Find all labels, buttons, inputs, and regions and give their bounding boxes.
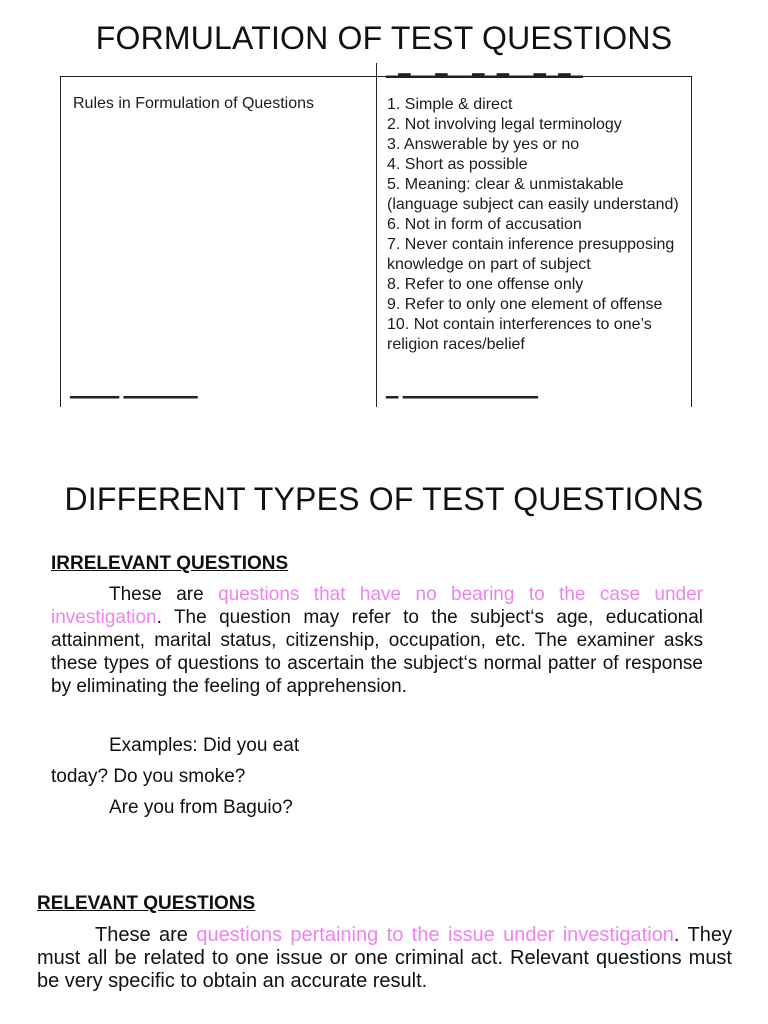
section-heading-irrelevant: IRRELEVANT QUESTIONS	[51, 553, 289, 574]
table-column-divider	[376, 63, 377, 407]
rule-item: 7. Never contain inference presupposing knowledge on part of subject	[387, 236, 675, 273]
highlighted-definition: questions that have no bearing to the case under investigation	[51, 584, 704, 628]
clipped-text-bottom-right: ▔ ▔▔▔▔▔▔▔▔▔▔▔	[386, 398, 539, 415]
paragraph-irrelevant	[51, 583, 703, 698]
clipped-text-top: ▁▂▁▁▂▁▁▂▁▂▁▁▂▁▂▁	[386, 61, 583, 78]
paragraph-body: . The question may refer to the subject‘s age, educational attainment, marital status, citizenship, occupation, etc. The examiner asks these types of questions to ascertain the subject‘s normal patter of response by eliminating the feeling of apprehension.	[51, 607, 703, 697]
rules-table-image	[60, 61, 692, 415]
rule-item: 5. Meaning: clear & unmistakable (language subject can easily understand)	[387, 176, 679, 213]
example-line: Examples: Did you eat	[109, 735, 300, 756]
paragraph-relevant	[37, 924, 732, 993]
rule-item: 8. Refer to one offense only	[387, 276, 584, 293]
rules-list	[387, 95, 687, 355]
table-left-header: Rules in Formulation of Questions	[73, 95, 314, 112]
rule-item: 1. Simple & direct	[387, 96, 513, 113]
rule-item: 4. Short as possible	[387, 156, 528, 173]
page-title-types: DIFFERENT TYPES OF TEST QUESTIONS	[64, 481, 704, 517]
paragraph-lead: These are	[109, 584, 219, 605]
page-title-formulation: FORMULATION OF TEST QUESTIONS	[95, 20, 673, 56]
rule-item: 9. Refer to only one element of offense	[387, 296, 663, 313]
clipped-text-bottom-left: ▔▔▔▔ ▔▔▔▔▔▔	[70, 398, 198, 415]
highlighted-definition: questions pertaining to the issue under investigation	[196, 924, 674, 946]
rule-item: 6. Not in form of accusation	[387, 216, 582, 233]
rule-item: 10. Not contain interferences to one’s religion races/belief	[387, 316, 652, 353]
paragraph-lead: These are	[95, 924, 197, 946]
rules-table	[60, 76, 692, 407]
example-line: Are you from Baguio?	[109, 797, 293, 818]
example-line: today? Do you smoke?	[51, 766, 246, 787]
rule-item: 2. Not involving legal terminology	[387, 116, 622, 133]
section-heading-relevant: RELEVANT QUESTIONS	[37, 893, 256, 914]
paragraph-body: . They must all be related to one issue or one criminal act. Relevant questions must be very specific to obtain an accurate result.	[37, 924, 732, 992]
rule-item: 3. Answerable by yes or no	[387, 136, 580, 153]
